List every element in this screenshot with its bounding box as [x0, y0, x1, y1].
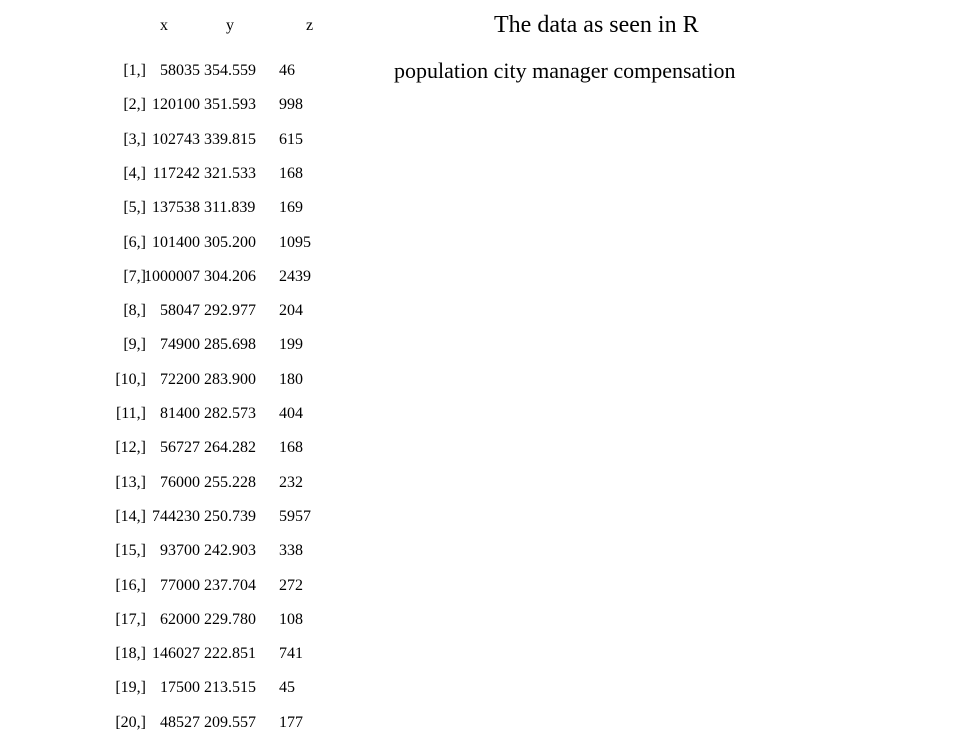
row-x-value: 17500	[160, 679, 200, 697]
row-z-value: 998	[279, 96, 303, 114]
row-x-value: 72200	[160, 370, 200, 388]
table-row	[0, 266, 360, 288]
table-row	[0, 403, 360, 425]
row-x-value: 117242	[152, 164, 200, 182]
row-y-value: 285.698	[204, 336, 256, 354]
table-row	[0, 437, 360, 459]
row-z-value: 168	[279, 164, 303, 182]
table-row	[0, 60, 360, 82]
row-z-value: 108	[279, 610, 303, 628]
table-row	[0, 94, 360, 116]
row-y-value: 321.533	[204, 164, 256, 182]
row-z-value: 615	[279, 130, 303, 148]
slide-subtitle: population city manager compensation	[394, 58, 736, 83]
row-x-value: 146027	[152, 645, 200, 663]
row-y-value: 213.515	[204, 679, 256, 697]
row-z-value: 46	[279, 62, 295, 79]
row-index: [7,]	[123, 267, 146, 285]
row-x-value: 74900	[160, 336, 200, 354]
row-index: [16,]	[115, 576, 146, 594]
row-index: [3,]	[123, 130, 146, 148]
column-header-x: x	[160, 17, 168, 34]
table-row	[0, 677, 360, 699]
row-x-value: 81400	[160, 405, 200, 422]
row-index: [10,]	[115, 370, 146, 388]
row-y-value: 229.780	[204, 610, 256, 628]
row-index: [1,]	[123, 62, 146, 79]
row-x-value: 56727	[160, 439, 200, 457]
table-row	[0, 197, 360, 219]
row-y-value: 339.815	[204, 130, 256, 148]
row-index: [8,]	[123, 302, 146, 320]
row-y-value: 304.206	[204, 267, 256, 285]
row-x-value: 77000	[160, 576, 200, 594]
table-row	[0, 575, 360, 597]
row-z-value: 338	[279, 542, 303, 560]
row-z-value: 272	[279, 576, 303, 594]
row-index: [2,]	[123, 96, 146, 114]
row-y-value: 305.200	[204, 233, 256, 251]
row-z-value: 232	[279, 473, 303, 491]
row-index: [20,]	[115, 713, 146, 731]
row-index: [12,]	[115, 439, 146, 457]
table-row	[0, 369, 360, 391]
row-y-value: 283.900	[204, 370, 256, 388]
row-z-value: 177	[279, 713, 303, 731]
row-index: [6,]	[123, 233, 146, 251]
row-x-value: 137538	[152, 199, 200, 217]
table-row	[0, 540, 360, 562]
table-row	[0, 472, 360, 494]
row-index: [11,]	[115, 405, 146, 422]
row-index: [4,]	[123, 164, 146, 182]
row-x-value: 101400	[152, 233, 200, 251]
row-y-value: 292.977	[204, 302, 256, 320]
row-index: [13,]	[115, 473, 146, 491]
row-z-value: 45	[279, 679, 295, 697]
table-row	[0, 129, 360, 151]
row-z-value: 404	[279, 405, 303, 422]
row-y-value: 311.839	[204, 199, 256, 217]
row-index: [17,]	[115, 610, 146, 628]
row-y-value: 242.903	[204, 542, 256, 560]
row-y-value: 354.559	[204, 62, 256, 79]
row-x-value: 93700	[160, 542, 200, 560]
table-row	[0, 334, 360, 356]
row-z-value: 169	[279, 199, 303, 217]
row-y-value: 282.573	[204, 405, 256, 422]
row-z-value: 5957	[279, 507, 311, 525]
row-y-value: 255.228	[204, 473, 256, 491]
column-header-z: z	[306, 17, 314, 34]
row-y-value: 250.739	[204, 507, 256, 525]
row-x-value: 744230	[152, 507, 200, 525]
row-index: [5,]	[123, 199, 146, 217]
slide-title: The data as seen in R	[494, 12, 699, 38]
table-row	[0, 506, 360, 528]
row-y-value: 237.704	[204, 576, 256, 594]
row-y-value: 222.851	[204, 645, 256, 663]
row-x-value: 102743	[152, 130, 200, 148]
row-x-value: 76000	[160, 473, 200, 491]
table-row	[0, 163, 360, 185]
row-y-value: 209.557	[204, 713, 256, 731]
row-x-value: 1000007	[144, 267, 200, 285]
row-x-value: 120100	[152, 96, 200, 114]
table-row	[0, 609, 360, 631]
row-index: [14,]	[115, 507, 146, 525]
row-index: [9,]	[123, 336, 146, 354]
row-z-value: 204	[279, 302, 303, 320]
row-x-value: 58047	[160, 302, 200, 320]
table-row	[0, 232, 360, 254]
row-z-value: 199	[279, 336, 303, 354]
row-z-value: 168	[279, 439, 303, 457]
row-y-value: 264.282	[204, 439, 256, 457]
row-index: [19,]	[115, 679, 146, 697]
row-z-value: 1095	[279, 233, 311, 251]
row-y-value: 351.593	[204, 96, 256, 114]
row-z-value: 2439	[279, 267, 311, 285]
row-x-value: 58035	[160, 62, 200, 79]
table-row	[0, 712, 360, 734]
row-x-value: 48527	[160, 713, 200, 731]
row-index: [15,]	[115, 542, 146, 560]
row-z-value: 180	[279, 370, 303, 388]
table-row	[0, 300, 360, 322]
row-x-value: 62000	[160, 610, 200, 628]
table-row	[0, 643, 360, 665]
row-index: [18,]	[115, 645, 146, 663]
column-header-y: y	[226, 17, 234, 34]
row-z-value: 741	[279, 645, 303, 663]
